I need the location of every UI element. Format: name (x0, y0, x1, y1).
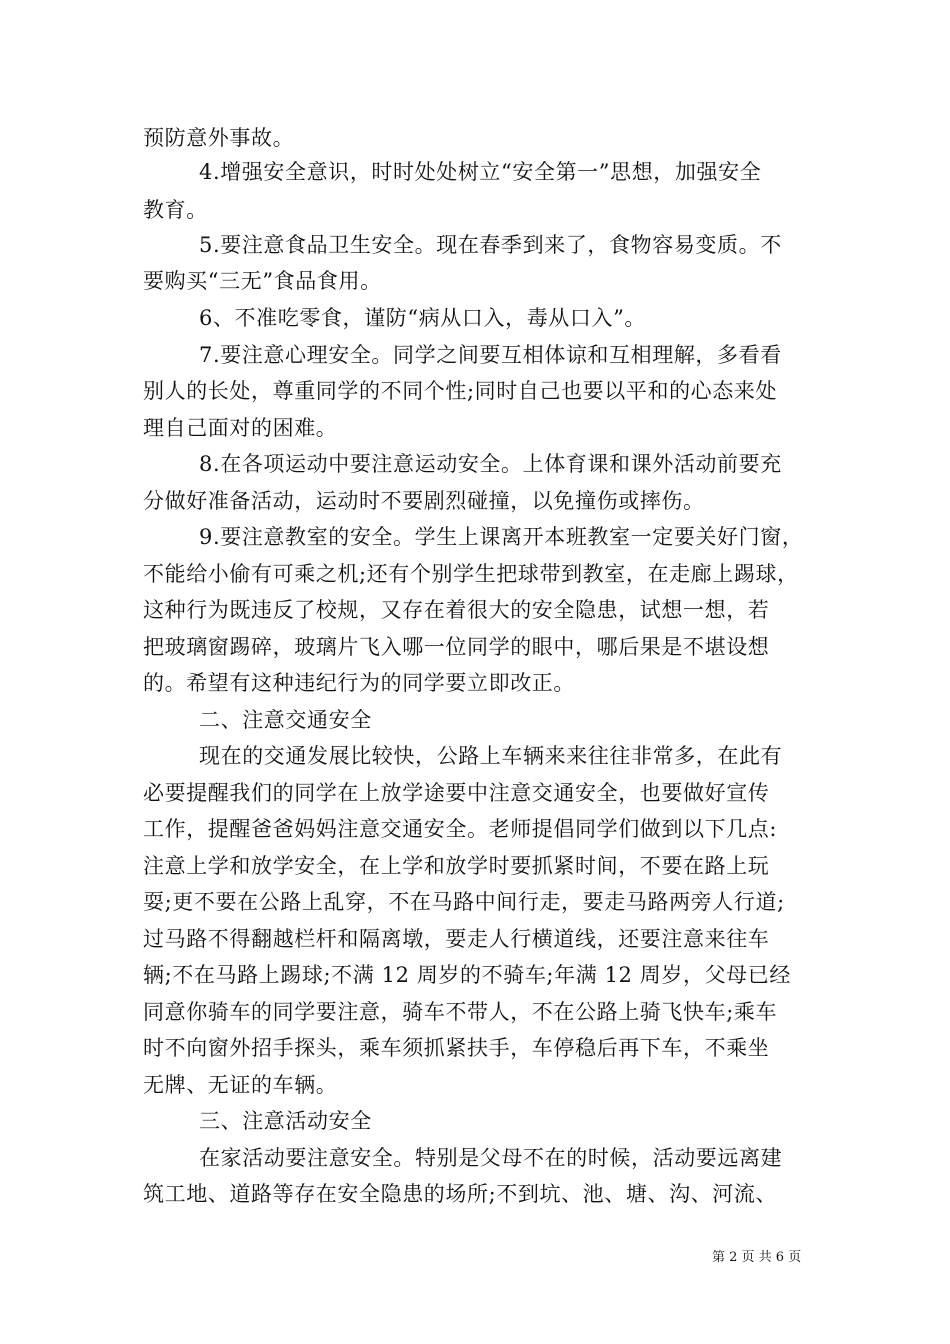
text-line: 分做好准备活动，运动时不要剧烈碰撞，以免撞伤或摔伤。 (143, 489, 705, 513)
text-line: 不能给小偷有可乘之机;还有个别学生把球带到教室，在走廊上踢球， (143, 562, 799, 586)
text-line: 要购买“三无”食品食用。 (143, 269, 382, 293)
text-line: 别人的长处，尊重同学的不同个性;同时自己也要以平和的心态来处 (143, 379, 778, 403)
text-line: 耍;更不要在公路上乱穿，不在马路中间行走，要走马路两旁人行道; (143, 890, 785, 914)
text-line: 5.要注意食品卫生安全。现在春季到来了，食物容易变质。不 (199, 233, 782, 257)
section-heading: 三、注意活动安全 (199, 1109, 372, 1133)
text-line: 把玻璃窗踢碎，玻璃片飞入哪一位同学的眼中，哪后果是不堪设想 (143, 635, 770, 659)
text-line: 8.在各项运动中要注意运动安全。上体育课和课外活动前要充 (199, 452, 782, 476)
text-line: 辆;不在马路上踢球;不满 12 周岁的不骑车;年满 12 周岁，父母已经 (143, 963, 791, 987)
page-number: 第 2 页 共 6 页 (712, 1250, 802, 1265)
text-line: 9.要注意教室的安全。学生上课离开本班教室一定要关好门窗， (199, 525, 804, 549)
text-line: 时不向窗外招手探头，乘车须抓紧扶手，车停稳后再下车，不乘坐 (143, 1036, 770, 1060)
section-heading: 二、注意交通安全 (199, 708, 372, 732)
text-line: 理自己面对的困难。 (143, 416, 338, 440)
text-line: 这种行为既违反了校规，又存在着很大的安全隐患，试想一想，若 (143, 598, 770, 622)
text-line: 在家活动要注意安全。特别是父母不在的时候，活动要远离建 (199, 1146, 783, 1170)
text-line: 工作，提醒爸爸妈妈注意交通安全。老师提倡同学们做到以下几点: (143, 817, 778, 841)
text-line: 6、不准吃零食，谨防“病从口入，毒从口入”。 (199, 306, 647, 330)
text-line: 教育。 (143, 198, 208, 222)
text-line: 预防意外事故。 (143, 126, 295, 150)
text-line: 必要提醒我们的同学在上放学途要中注意交通安全，也要做好宣传 (143, 781, 770, 805)
text-line: 筑工地、道路等存在安全隐患的场所;不到坑、池、塘、沟、河流、 (143, 1182, 778, 1206)
text-line: 注意上学和放学安全，在上学和放学时要抓紧时间，不要在路上玩 (143, 854, 770, 878)
text-line: 无牌、无证的车辆。 (143, 1073, 338, 1097)
text-line: 7.要注意心理安全。同学之间要互相体谅和互相理解，多看看 (199, 343, 782, 367)
text-line: 同意你骑车的同学要注意，骑车不带人，不在公路上骑飞快车;乘车 (143, 1000, 778, 1024)
text-line: 现在的交通发展比较快，公路上车辆来来往往非常多，在此有 (199, 744, 783, 768)
text-line: 的。希望有这种违纪行为的同学要立即改正。 (143, 671, 575, 695)
text-line: 过马路不得翻越栏杆和隔离墩，要走人行横道线，还要注意来往车 (143, 927, 770, 951)
text-line: 4.增强安全意识，时时处处树立“安全第一”思想，加强安全 (199, 160, 762, 184)
